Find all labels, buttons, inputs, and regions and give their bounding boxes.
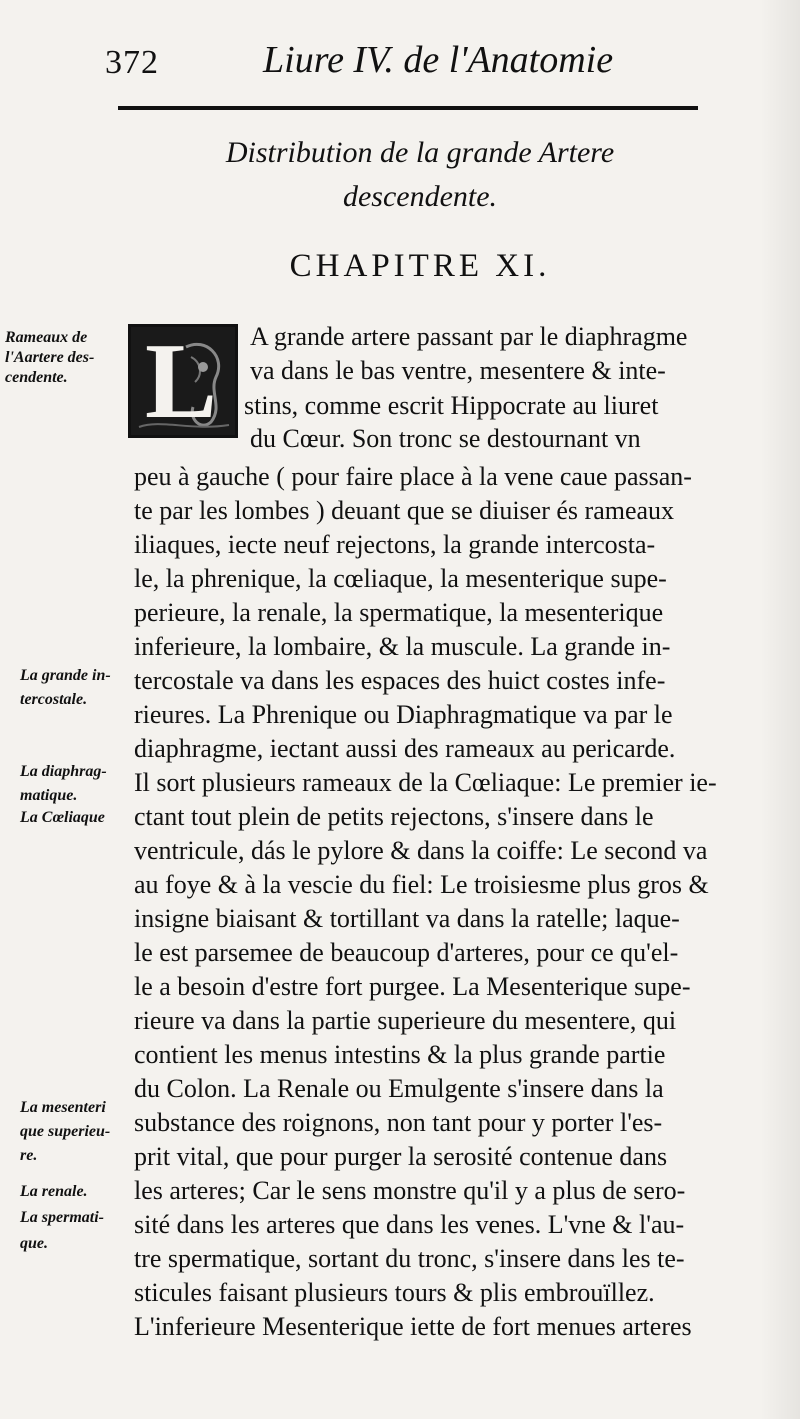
margin-note: La renale.	[20, 1183, 88, 1200]
initial-letter: L	[145, 324, 218, 438]
body-line-23: du Colon. La Renale ou Emulgente s'insere dans la	[134, 1074, 664, 1103]
body-line-5: peu à gauche ( pour faire place à la vene caue passan-	[134, 462, 692, 491]
body-line-22: contient les menus intestins & la plus grande partie	[134, 1040, 666, 1069]
margin-note: La spermati-	[20, 1209, 104, 1226]
body-line-10: inferieure, la lombaire, & la muscule. La grande in-	[134, 632, 671, 661]
body-line-16: ventricule, dás le pylore & dans la coiffe: Le second va	[134, 836, 708, 865]
header-rule	[118, 106, 698, 110]
body-line-9: perieure, la renale, la spermatique, la mesenterique	[134, 598, 664, 627]
ornamental-initial	[128, 324, 238, 438]
margin-note: La diaphrag-	[20, 763, 107, 780]
margin-note: que.	[20, 1235, 48, 1252]
body-line-25: prit vital, que pour purger la serosité contenue dans	[134, 1142, 668, 1171]
body-line-14: Il sort plusieurs rameaux de la Cœliaque: Le premier ie-	[134, 768, 717, 797]
body-line-18: insigne biaisant & tortillant va dans la ratelle; laque-	[134, 904, 680, 933]
margin-note: La grande in-	[20, 667, 111, 684]
body-line-7: iliaques, iecte neuf rejectons, la grande intercosta-	[134, 530, 656, 559]
margin-note: La Cœliaque	[20, 809, 105, 826]
chapter-heading: CHAPITRE XI.	[289, 248, 551, 284]
body-line-24: substance des roignons, non tant pour y porter l'es-	[134, 1108, 663, 1137]
running-head: Liure IV. de l'Anatomie	[263, 39, 614, 81]
page-header	[105, 38, 695, 86]
section-title-line-2: descendente.	[342, 180, 498, 213]
body-line-2: va dans le bas ventre, mesentere & inte-	[250, 356, 666, 385]
body-line-3: stins, comme escrit Hippocrate au liuret	[244, 391, 659, 420]
margin-note: que superieu-	[20, 1123, 111, 1140]
margin-note: cendente.	[5, 369, 68, 386]
margin-note: matique.	[20, 787, 78, 804]
page-number: 372	[105, 44, 159, 81]
body-line-21: rieure va dans la partie superieure du mesentere, qui	[134, 1006, 677, 1035]
body-line-17: au foye & à la vescie du fiel: Le troisiesme plus gros &	[134, 870, 709, 899]
margin-note: l'Aartere des-	[5, 349, 95, 366]
body-line-8: le, la phrenique, la cœliaque, la mesenterique supe-	[134, 564, 667, 593]
margin-note: Rameaux de	[5, 329, 88, 346]
body-line-26: les arteres; Car le sens monstre qu'il y a plus de sero-	[134, 1176, 686, 1205]
body-line-12: rieures. La Phrenique ou Diaphragmatique va par le	[134, 700, 673, 729]
section-title-line-1: Distribution de la grande Artere	[225, 136, 615, 169]
body-line-28: tre spermatique, sortant du tronc, s'insere dans les te-	[134, 1244, 685, 1273]
body-line-6: te par les lombes ) deuant que se diuiser és rameaux	[134, 496, 675, 525]
body-line-19: le est parsemee de beaucoup d'arteres, pour ce qu'el-	[134, 938, 679, 967]
body-line-13: diaphragme, iectant aussi des rameaux au pericarde.	[134, 734, 676, 763]
margin-note: re.	[20, 1147, 38, 1164]
margin-note: La mesenteri	[20, 1099, 106, 1116]
body-line-30: L'inferieure Mesenterique iette de fort menues arteres	[134, 1312, 692, 1341]
body-line-4: du Cœur. Son tronc se destournant vn	[250, 424, 641, 453]
body-line-15: ctant tout plein de petits rejectons, s'insere dans le	[134, 802, 654, 831]
body-line-27: sité dans les arteres que dans les venes. L'vne & l'au-	[134, 1210, 685, 1239]
body-line-29: sticules faisant plusieurs tours & plis embrouïllez.	[134, 1278, 655, 1307]
body-line-20: le a besoin d'estre fort purgee. La Mesenterique supe-	[134, 972, 691, 1001]
body-line-1: A grande artere passant par le diaphragme	[250, 322, 688, 351]
margin-note: tercostale.	[20, 691, 88, 708]
body-line-11: tercostale va dans les espaces des huict costes infe-	[134, 666, 666, 695]
